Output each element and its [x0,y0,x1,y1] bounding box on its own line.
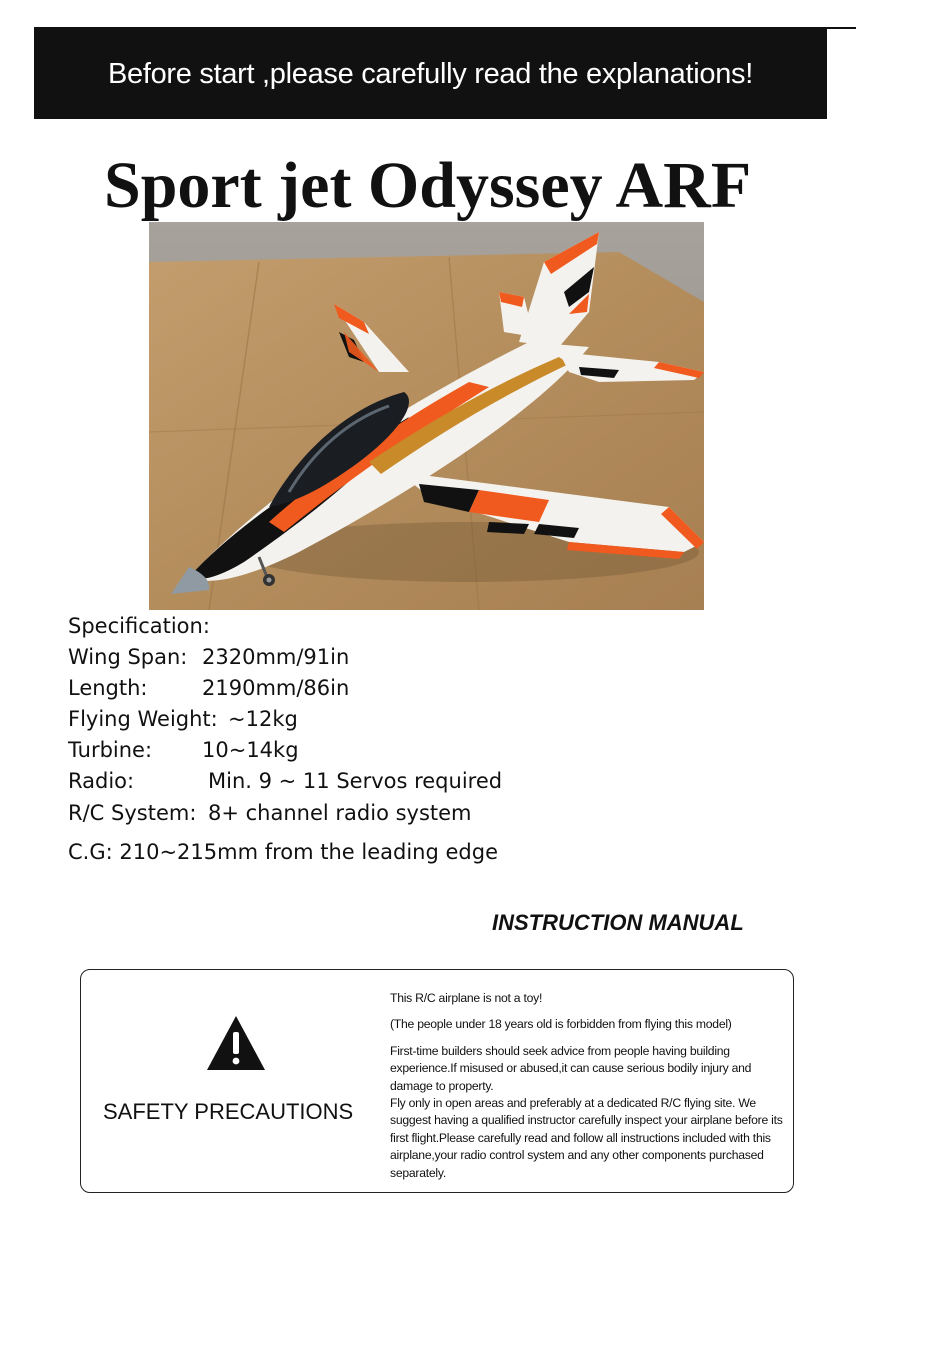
safety-line: First-time builders should seek advice from people having building experience.If misused or abused,it can cause serious bodily injury and damage to property. [390,1043,752,1093]
page-title: Sport jet Odyssey ARF [104,149,752,222]
warning-banner [34,29,827,119]
spec-label: R/C System: [68,801,197,825]
spec-label: Wing Span: [68,645,188,669]
safety-line: (The people under 18 years old is forbidden from flying this model) [390,1017,732,1032]
safety-notes [390,990,794,1182]
spec-value: Min. 9 ~ 11 Servos required [208,769,503,793]
spec-value: 2320mm/91in [202,645,350,669]
warning-triangle-icon [205,1014,267,1072]
spec-label: Length: [68,676,148,700]
spec-label: Turbine: [68,738,153,762]
spec-value: 10~14kg [202,738,299,762]
spec-label: Flying Weight: [68,707,218,731]
spec-value: 8+ channel radio system [208,801,472,825]
safety-line: This R/C airplane is not a toy! [390,991,543,1005]
instruction-manual-heading: INSTRUCTION MANUAL [492,910,744,935]
spec-heading: Specification: [68,614,210,638]
safety-line: Fly only in open areas and preferably at a dedicated R/C flying site. We suggest having a qualified instructor carefully inspect your airplane before its first flight.Please carefully read and follow all instructions included with this airplane,your radio control system and any other components purchased separately. [390,1096,783,1180]
spec-label: Radio: [68,769,135,793]
spec-value: ~12kg [228,707,298,731]
safety-title: SAFETY PRECAUTIONS [103,1099,354,1124]
center-of-gravity: C.G: 210~215mm from the leading edge [68,840,498,864]
spec-value: 2190mm/86in [202,676,350,700]
safety-precautions-box [80,969,794,1193]
product-photo [149,222,704,610]
banner-text: Before start ,please carefully read the explanations! [107,57,754,90]
